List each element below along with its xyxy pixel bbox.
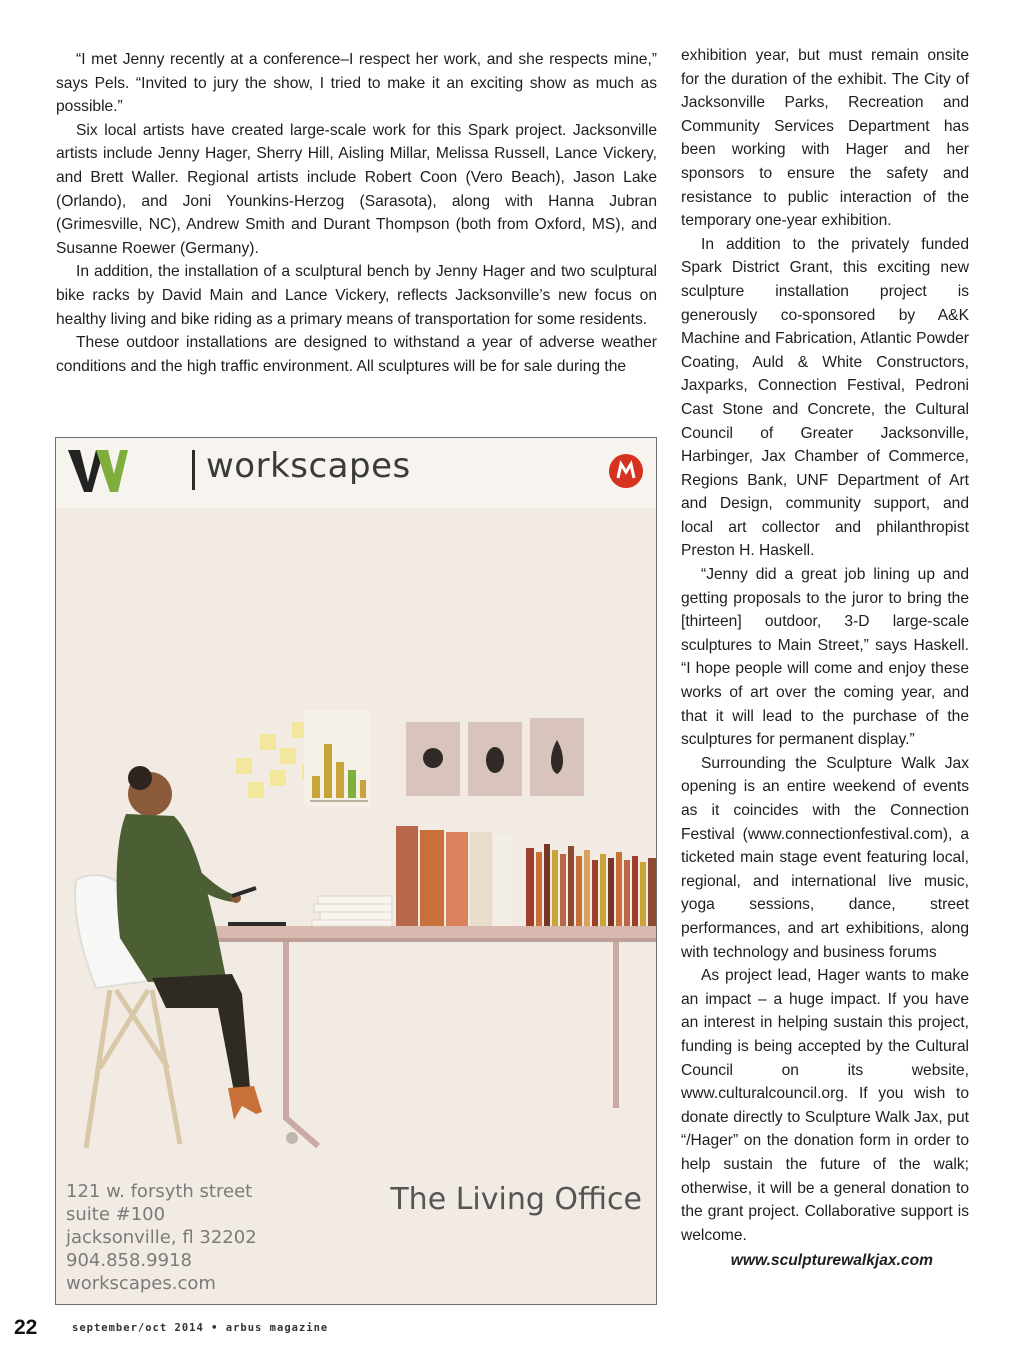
article-left-column	[56, 48, 657, 378]
article-paragraph: As project lead, Hager wants to make an impact – a huge impact. If you have an interest in helping sustain this project, funding is being accepted by the Cultural Council on its website, www.culturalcouncil.org. If you wish to donate directly to Sculpture Walk Jax, put “/Hager” on the donation form in order to help sustain the future of the walk; otherwise, it will be a general donation to the grant project. Collaborative support is welcome.	[681, 967, 969, 1244]
article-paragraph: In addition, the installation of a sculptural bench by Jenny Hager and two sculptural bike racks by David Main and Lance Vickery, reflects Jacksonville’s new focus on healthy living and bike riding as a primary means of transportation for some residents.	[56, 263, 657, 328]
paper-stack	[312, 896, 392, 926]
website-url: workscapes.com	[66, 1273, 216, 1294]
living-office-illustration	[56, 508, 656, 1168]
article-paragraph: “I met Jenny recently at a conference–I respect her work, and she respects mine,” says Pels. “Invited to jury the show, I tried to make it an exciting show as much as possible.”	[56, 51, 657, 116]
workscapes-logo-icon	[66, 446, 128, 494]
phone-number: 904.858.9918	[66, 1250, 192, 1271]
framed-pictures	[406, 718, 584, 796]
address-line: 121 w. forsyth street	[66, 1181, 253, 1202]
article-paragraph-continuation: exhibition year, but must remain onsite for the duration of the exhibit. The City of Jacksonville Parks, Recreation and Community Services Department has been working with Hager and her sponsors to ensure the safety and resistance to public interaction of the temporary one-year exhibition.	[681, 47, 969, 230]
page-number: 22	[14, 1316, 38, 1339]
binders	[396, 826, 656, 926]
address-line: suite #100	[66, 1204, 166, 1225]
ad-header	[56, 438, 656, 508]
ad-tagline: The Living Office	[390, 1182, 642, 1217]
article-paragraph: “Jenny did a great job lining up and getting proposals to the juror to bring the [thirteen] outdoor, 3-D large-scale sculptures to Main Street,” says Haskell. “I hope people will come and enjoy these works of art over the coming year, and that it will lead to the purchase of the sculptures for permanent display.”	[681, 566, 969, 749]
seated-woman-figure	[117, 766, 262, 1120]
tablet	[228, 922, 286, 926]
logo-divider	[192, 450, 195, 490]
article-right-column	[681, 44, 969, 1273]
desk-legs	[286, 942, 616, 1146]
article-paragraph: Six local artists have created large-scale work for this Spark project. Jacksonville artists include Jenny Hager, Sherry Hill, Aisling Millar, Melissa Russell, Lance Vickery, and Brett Waller. Regional artists include Robert Coon (Vero Beach), Jason Lake (Orlando), and Joni Younkins-Herzog (Sarasota), along with Hanna Jubran (Grimesville, NC), Andrew Smith and Durant Thompson (both from Oxford, MS), and Susanne Roewer (Germany).	[56, 121, 657, 257]
ad-address-block	[66, 1180, 257, 1295]
article-paragraph: Surrounding the Sculpture Walk Jax opening is an entire weekend of events as it coincides with the Connection Festival (www.connectionfestival.com), a ticketed main stage event featuring local, regional, and international live music, yoga sessions, dance, street performances, and art exhibitions, along with technology and business forums	[681, 754, 969, 961]
issue-line: september/oct 2014 • arbus magazine	[72, 1322, 329, 1334]
address-line: jacksonville, fl 32202	[66, 1227, 257, 1248]
article-paragraph: These outdoor installations are designed to withstand a year of adverse weather conditions and the high traffic environment. All sculptures will be for sale during the	[56, 334, 657, 375]
desk-top	[206, 926, 656, 938]
workscapes-advertisement	[55, 437, 657, 1305]
ad-brand-name: workscapes	[206, 446, 411, 486]
brand-badge-icon	[609, 454, 643, 488]
signature-url: www.sculpturewalkjax.com	[730, 1252, 933, 1270]
article-paragraph: In addition to the privately funded Spark District Grant, this exciting new sculpture installation project is generously co-sponsored by A&K Machine and Fabrication, Atlantic Powder Coating, Auld & White Constructors, Jaxparks, Connection Festival, Pedroni Cast Stone and Concrete, the Cultural Council of Greater Jacksonville, Harbinger, Jax Chamber of Commerce, Regions Bank, UNF Department of Art and Design, community support, and local art collector and philanthropist Preston H. Haskell.	[681, 235, 969, 560]
bar-chart-poster	[304, 710, 370, 806]
